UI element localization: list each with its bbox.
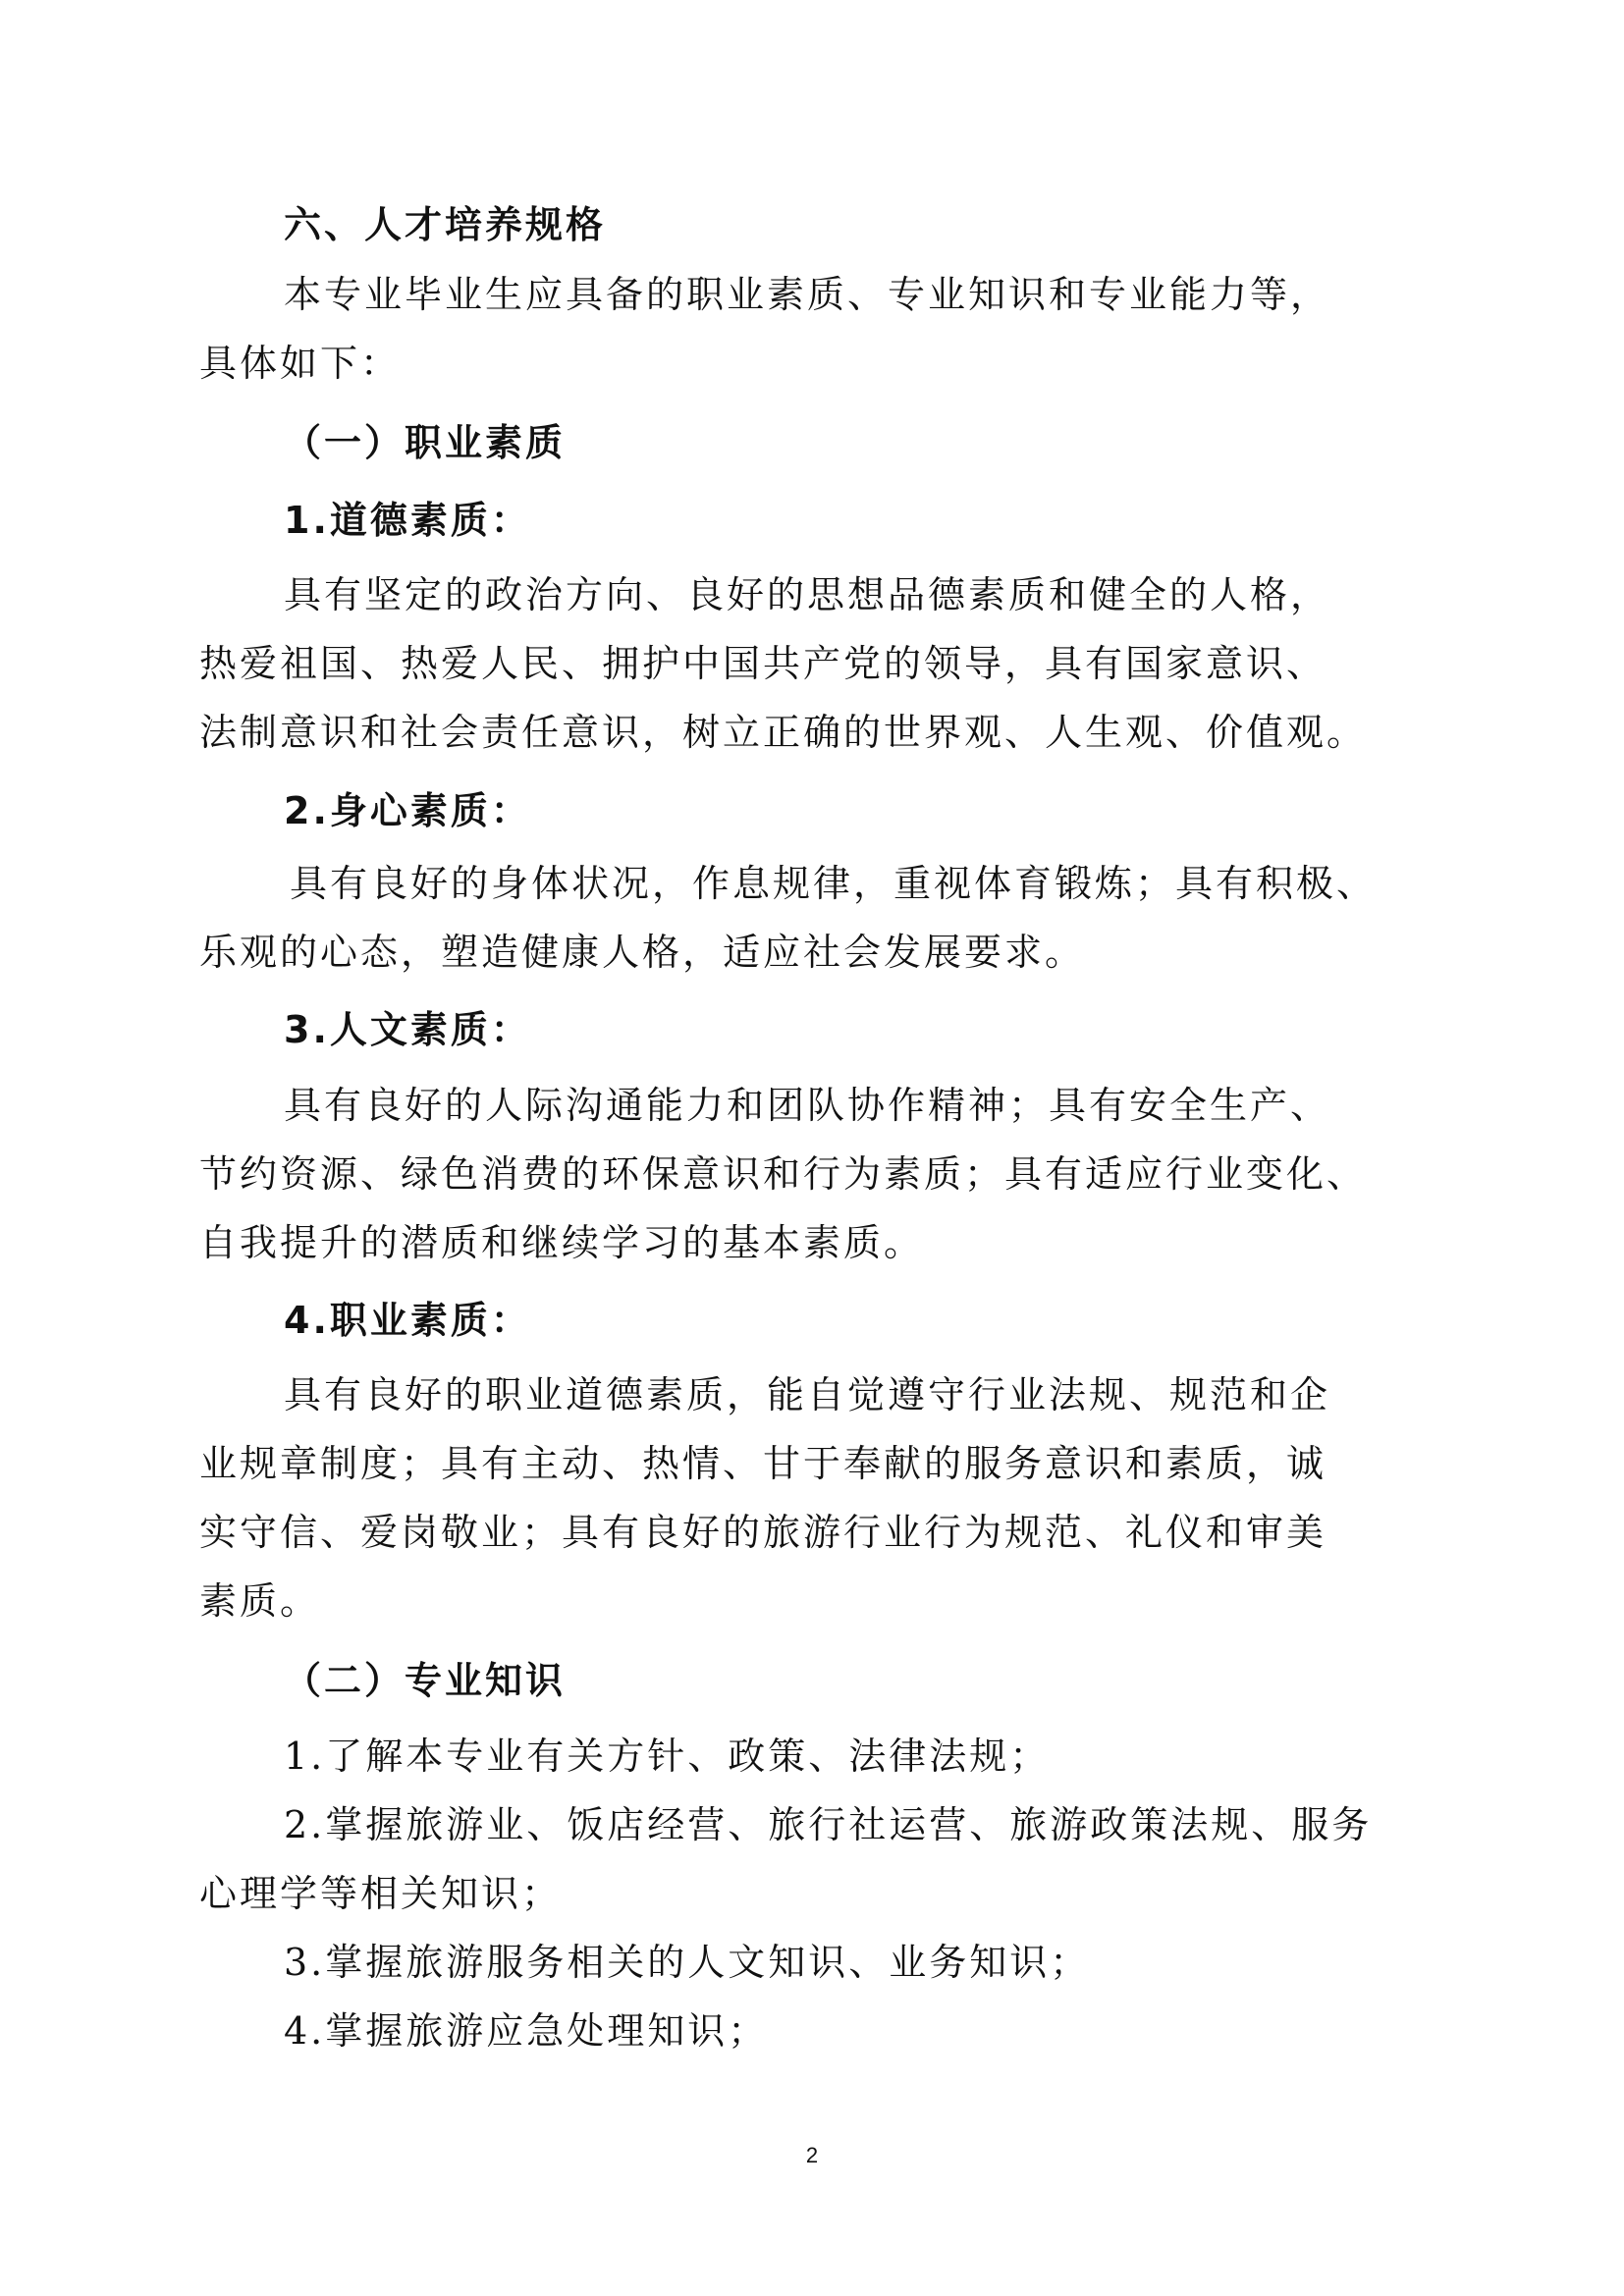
item1-line-2: 热爱祖国、热爱人民、拥护中国共产党的领导，具有国家意识、	[199, 642, 1327, 685]
intro-line-1: 本专业毕业生应具备的职业素质、专业知识和专业能力等，	[284, 273, 1331, 316]
item-title-2: 2.身心素质：	[284, 789, 531, 832]
subsection-title-1: （一）职业素质	[284, 421, 567, 464]
item1-line-3: 法制意识和社会责任意识，树立正确的世界观、人生观、价值观。	[199, 711, 1368, 754]
item-title-4: 4.职业素质：	[284, 1299, 531, 1342]
item3-line-2: 节约资源、绿色消费的环保意识和行为素质；具有适应行业变化、	[199, 1152, 1368, 1196]
intro-line-2: 具体如下：	[199, 342, 402, 385]
item2-line-1: 具有良好的身体状况，作息规律，重视体育锻炼；具有积极、	[290, 862, 1378, 905]
subsection-title-2: （二）专业知识	[284, 1659, 567, 1702]
knowledge-line-4: 3.掌握旅游服务相关的人文知识、业务知识；	[284, 1941, 1091, 1984]
item4-line-3: 实守信、爱岗敬业；具有良好的旅游行业行为规范、礼仪和审美	[199, 1511, 1327, 1554]
section-heading: 六、人才培养规格	[284, 203, 607, 246]
item3-line-1: 具有良好的人际沟通能力和团队协作精神；具有安全生产、	[284, 1084, 1331, 1127]
page-number: 2	[805, 2143, 819, 2167]
item4-line-2: 业规章制度；具有主动、热情、甘于奉献的服务意识和素质，诚	[199, 1442, 1327, 1485]
knowledge-line-3: 心理学等相关知识；	[199, 1872, 563, 1915]
item-title-1: 1.道德素质：	[284, 499, 531, 542]
item4-line-4: 素质。	[199, 1579, 321, 1623]
item1-line-1: 具有坚定的政治方向、良好的思想品德素质和健全的人格，	[284, 573, 1331, 616]
item3-line-3: 自我提升的潜质和继续学习的基本素质。	[199, 1221, 925, 1264]
item4-line-1: 具有良好的职业道德素质，能自觉遵守行业法规、规范和企	[284, 1373, 1331, 1416]
knowledge-line-1: 1.了解本专业有关方针、政策、法律法规；	[284, 1735, 1051, 1778]
item-title-3: 3.人文素质：	[284, 1008, 531, 1051]
item2-line-2: 乐观的心态，塑造健康人格，适应社会发展要求。	[199, 931, 1086, 974]
knowledge-line-5: 4.掌握旅游应急处理知识；	[284, 2009, 769, 2053]
knowledge-line-2: 2.掌握旅游业、饭店经营、旅行社运营、旅游政策法规、服务	[284, 1803, 1373, 1846]
